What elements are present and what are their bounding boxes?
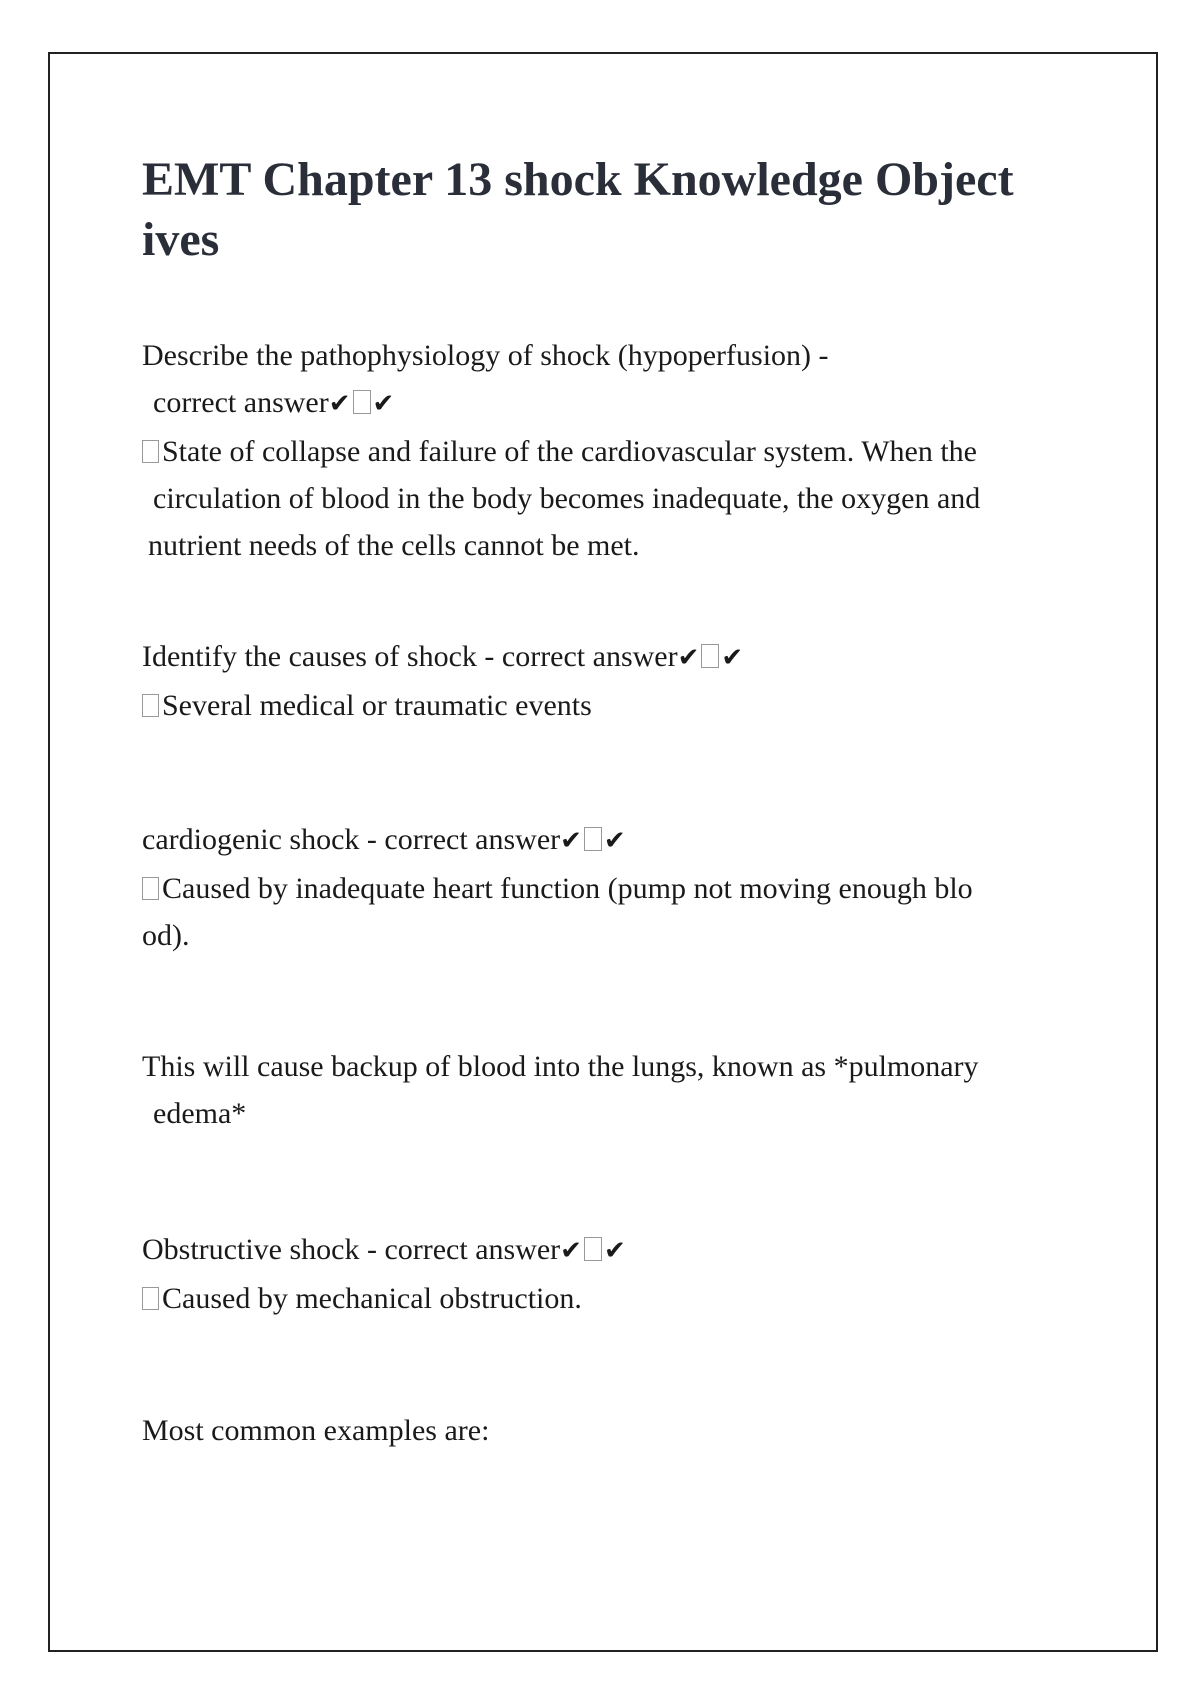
answer-line: circulation of blood in the body becomes inadequate, the oxygen and (153, 482, 981, 515)
question-line (142, 1226, 1062, 1275)
document-body (142, 150, 1062, 1447)
missing-glyph-icon (142, 440, 159, 463)
qa-entry (142, 1226, 1062, 1322)
paragraph (142, 1407, 1062, 1454)
missing-glyph-icon (701, 644, 719, 668)
qa-entry (142, 816, 1062, 959)
check-icon: ✔ (560, 826, 582, 856)
answer-line: Several medical or traumatic events (142, 682, 1062, 729)
document-title: EMT Chapter 13 shock Knowledge Objectives (142, 153, 1014, 266)
qa-entry (142, 633, 1062, 729)
check-icon: ✔ (328, 389, 351, 419)
check-icon: ✔ (603, 826, 626, 856)
answer-line: State of collapse and failure of the cardiovascular system. When the (142, 428, 1062, 475)
answer-line: od). (142, 919, 190, 952)
missing-glyph-icon (584, 827, 602, 851)
question-text: Identify the causes of shock - correct answer (142, 640, 678, 673)
answer-line: Caused by mechanical obstruction. (142, 1275, 1062, 1322)
missing-glyph-icon (353, 390, 371, 414)
missing-glyph-icon (142, 877, 159, 900)
qa-entry (142, 332, 1062, 569)
question-continuation: correct answer (153, 386, 329, 419)
paragraph (142, 1043, 1062, 1137)
question-line (142, 816, 1062, 865)
check-icon: ✔ (603, 1236, 626, 1266)
check-icon: ✔ (560, 1236, 582, 1266)
paragraph-line: Most common examples are: (142, 1414, 490, 1447)
question-text: cardiogenic shock - correct answer (142, 823, 561, 856)
missing-glyph-icon (584, 1237, 602, 1261)
check-icon: ✔ (372, 389, 395, 419)
answer-marker-line (142, 379, 1062, 428)
missing-glyph-icon (142, 694, 159, 717)
missing-glyph-icon (142, 1287, 159, 1310)
check-icon: ✔ (677, 643, 700, 673)
check-icon: ✔ (721, 643, 744, 673)
answer-line: nutrient needs of the cells cannot be met. (148, 529, 640, 562)
question-line (142, 633, 1062, 682)
question-text: Describe the pathophysiology of shock (hypoperfusion) - (142, 339, 829, 372)
question-text: Obstructive shock - correct answer (142, 1233, 561, 1266)
answer-line: Caused by inadequate heart function (pump not moving enough blo (142, 865, 1062, 912)
paragraph-line: edema* (153, 1097, 247, 1130)
paragraph-line: This will cause backup of blood into the lungs, known as *pulmonary (142, 1050, 979, 1083)
